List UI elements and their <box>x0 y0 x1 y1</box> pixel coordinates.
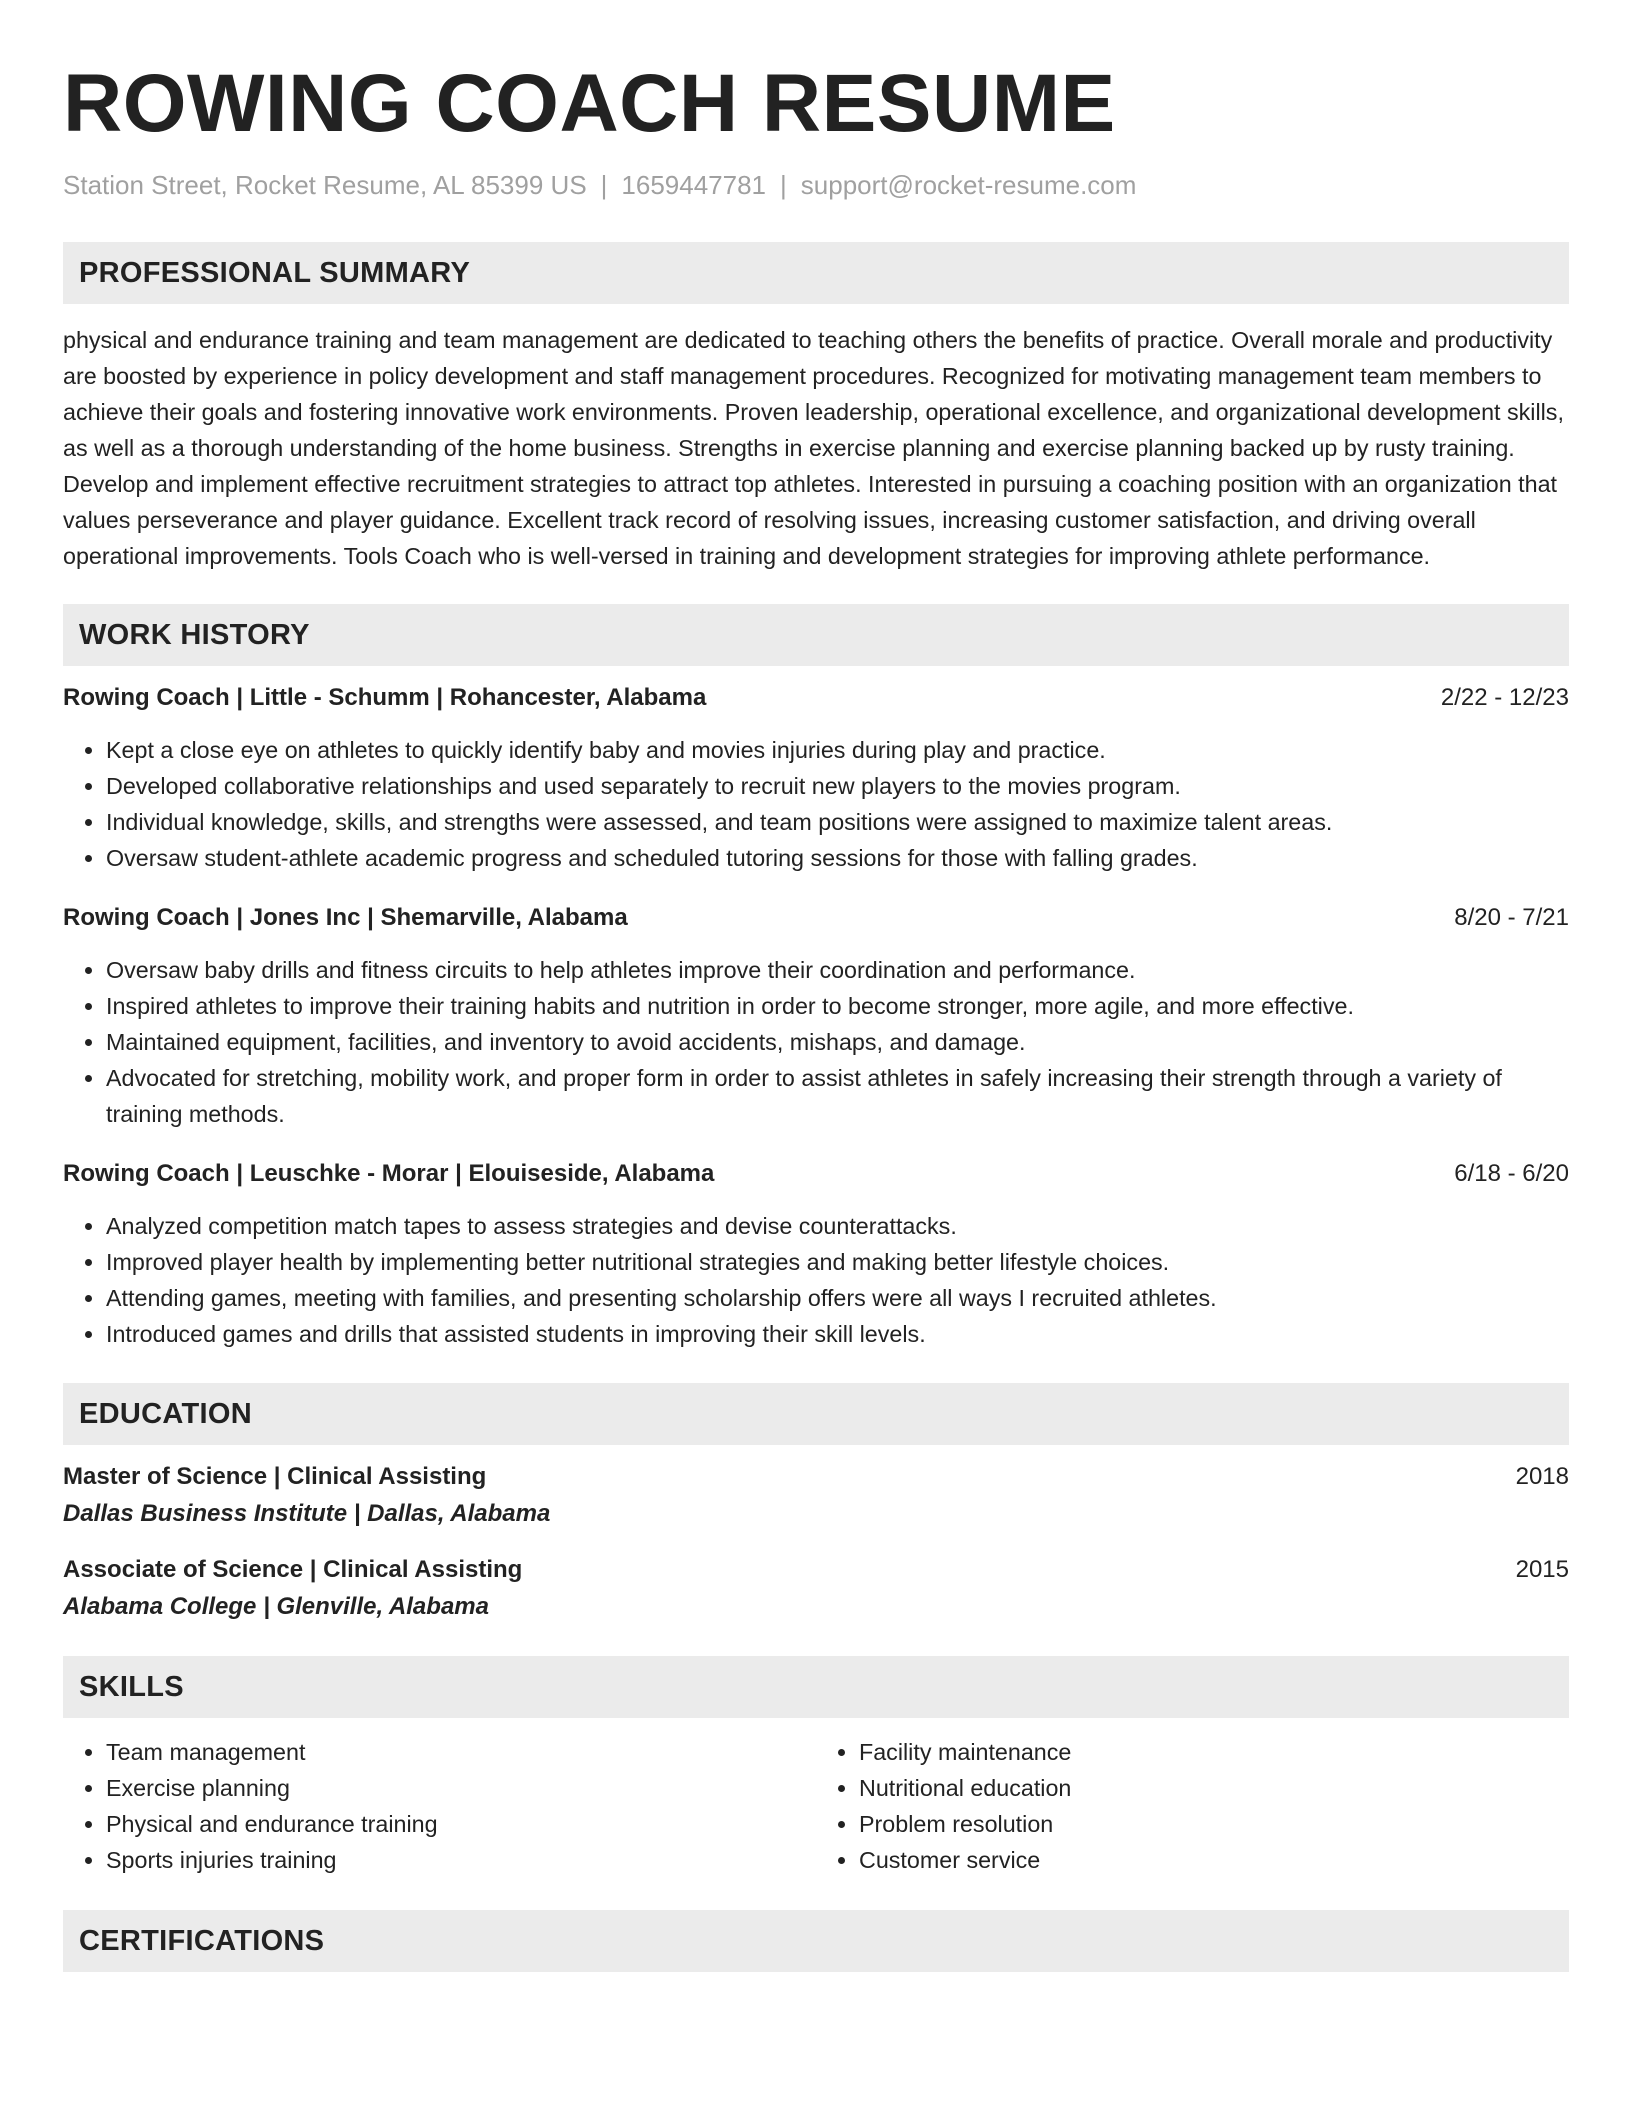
job-bullet: • Attending games, meeting with families, and presenting scholarship offers were all ways I recruited athletes. <box>106 1280 1569 1316</box>
job-bullets <box>63 732 1569 876</box>
job-header <box>63 1156 1569 1192</box>
contact-separator: | <box>780 170 787 200</box>
job-bullet: • Oversaw student-athlete academic progress and scheduled tutoring sessions for those with falling grades. <box>106 840 1569 876</box>
job-bullet: • Inspired athletes to improve their training habits and nutrition in order to become stronger, more agile, and more effective. <box>106 988 1569 1024</box>
job-title: Rowing Coach | Leuschke - Morar | Elouiseside, Alabama <box>63 1160 715 1187</box>
skill-item: • Physical and endurance training <box>106 1806 816 1842</box>
job-entry <box>63 680 1569 876</box>
page-title: ROWING COACH RESUME <box>63 58 1116 149</box>
degree-title: Master of Science | Clinical Assisting <box>63 1463 487 1490</box>
education-header <box>63 1552 1569 1588</box>
job-bullets <box>63 952 1569 1132</box>
job-entry <box>63 1156 1569 1352</box>
summary-text: physical and endurance training and team management are dedicated to teaching others the benefits of practice. Overall morale and productivity are boosted by experience in policy development and staff management procedures. Recognized for motivating management team members to achieve their goals and fostering innovative work environments. Proven leadership, operational excellence, and organizational development skills, as well as a thorough understanding of the home business. Strengths in exercise planning and exercise planning backed up by rusty training. Develop and implement effective recruitment strategies to attract top athletes. Interested in pursuing a coaching position with an organization that values perseverance and player guidance. Excellent track record of resolving issues, increasing customer satisfaction, and driving overall operational improvements. Tools Coach who is well-versed in training and development strategies for improving athlete performance. <box>63 327 1564 569</box>
skills-column-right <box>816 1734 1569 1878</box>
skill-item: • Team management <box>106 1734 816 1770</box>
education-header <box>63 1459 1569 1495</box>
job-title: Rowing Coach | Jones Inc | Shemarville, Alabama <box>63 904 628 931</box>
job-bullet: • Maintained equipment, facilities, and inventory to avoid accidents, mishaps, and damage. <box>106 1024 1569 1060</box>
skills-list <box>63 1734 1569 1878</box>
job-bullet: • Introduced games and drills that assisted students in improving their skill levels. <box>106 1316 1569 1352</box>
education-year: 2018 <box>1515 1463 1569 1490</box>
job-dates: 2/22 - 12/23 <box>1440 684 1569 711</box>
school-name: Dallas Business Institute | Dallas, Alabama <box>63 1500 551 1527</box>
skill-item: • Facility maintenance <box>859 1734 1569 1770</box>
skill-item: • Sports injuries training <box>106 1842 816 1878</box>
work-history-heading: WORK HISTORY <box>63 604 1569 666</box>
school-name: Alabama College | Glenville, Alabama <box>63 1593 489 1620</box>
job-dates: 8/20 - 7/21 <box>1454 904 1569 931</box>
job-header <box>63 680 1569 716</box>
education-entry <box>63 1552 1569 1626</box>
job-header <box>63 900 1569 936</box>
contact-address: Station Street, Rocket Resume, AL 85399 US <box>63 170 587 200</box>
contact-phone: 1659447781 <box>621 170 767 200</box>
job-bullet: • Improved player health by implementing better nutritional strategies and making better lifestyle choices. <box>106 1244 1569 1280</box>
skill-item: • Problem resolution <box>859 1806 1569 1842</box>
contact-separator: | <box>600 170 608 200</box>
education-entry <box>63 1459 1569 1533</box>
skill-item: • Nutritional education <box>859 1770 1569 1806</box>
skills-heading: SKILLS <box>63 1656 1569 1718</box>
job-bullet: • Oversaw baby drills and fitness circuits to help athletes improve their coordination and performance. <box>106 952 1569 988</box>
education-year: 2015 <box>1515 1556 1569 1583</box>
job-bullet: • Kept a close eye on athletes to quickly identify baby and movies injuries during play and practice. <box>106 732 1569 768</box>
skills-column-left <box>63 1734 816 1878</box>
job-title: Rowing Coach | Little - Schumm | Rohancester, Alabama <box>63 684 707 711</box>
skill-item: • Customer service <box>859 1842 1569 1878</box>
job-entry <box>63 900 1569 1132</box>
certifications-heading: CERTIFICATIONS <box>63 1910 1569 1972</box>
job-dates: 6/18 - 6/20 <box>1454 1160 1569 1187</box>
job-bullets <box>63 1208 1569 1352</box>
contact-email: support@rocket-resume.com <box>800 170 1137 200</box>
job-bullet: • Analyzed competition match tapes to assess strategies and devise counterattacks. <box>106 1208 1569 1244</box>
job-bullet: • Developed collaborative relationships and used separately to recruit new players to the movies program. <box>106 768 1569 804</box>
contact-line <box>63 168 1569 202</box>
job-bullet: • Individual knowledge, skills, and strengths were assessed, and team positions were assigned to maximize talent areas. <box>106 804 1569 840</box>
job-bullet: • Advocated for stretching, mobility work, and proper form in order to assist athletes in safely increasing their strength through a variety of training methods. <box>106 1060 1569 1132</box>
skill-item: • Exercise planning <box>106 1770 816 1806</box>
education-heading: EDUCATION <box>63 1383 1569 1445</box>
degree-title: Associate of Science | Clinical Assisting <box>63 1556 523 1583</box>
summary-heading: PROFESSIONAL SUMMARY <box>63 242 1569 304</box>
